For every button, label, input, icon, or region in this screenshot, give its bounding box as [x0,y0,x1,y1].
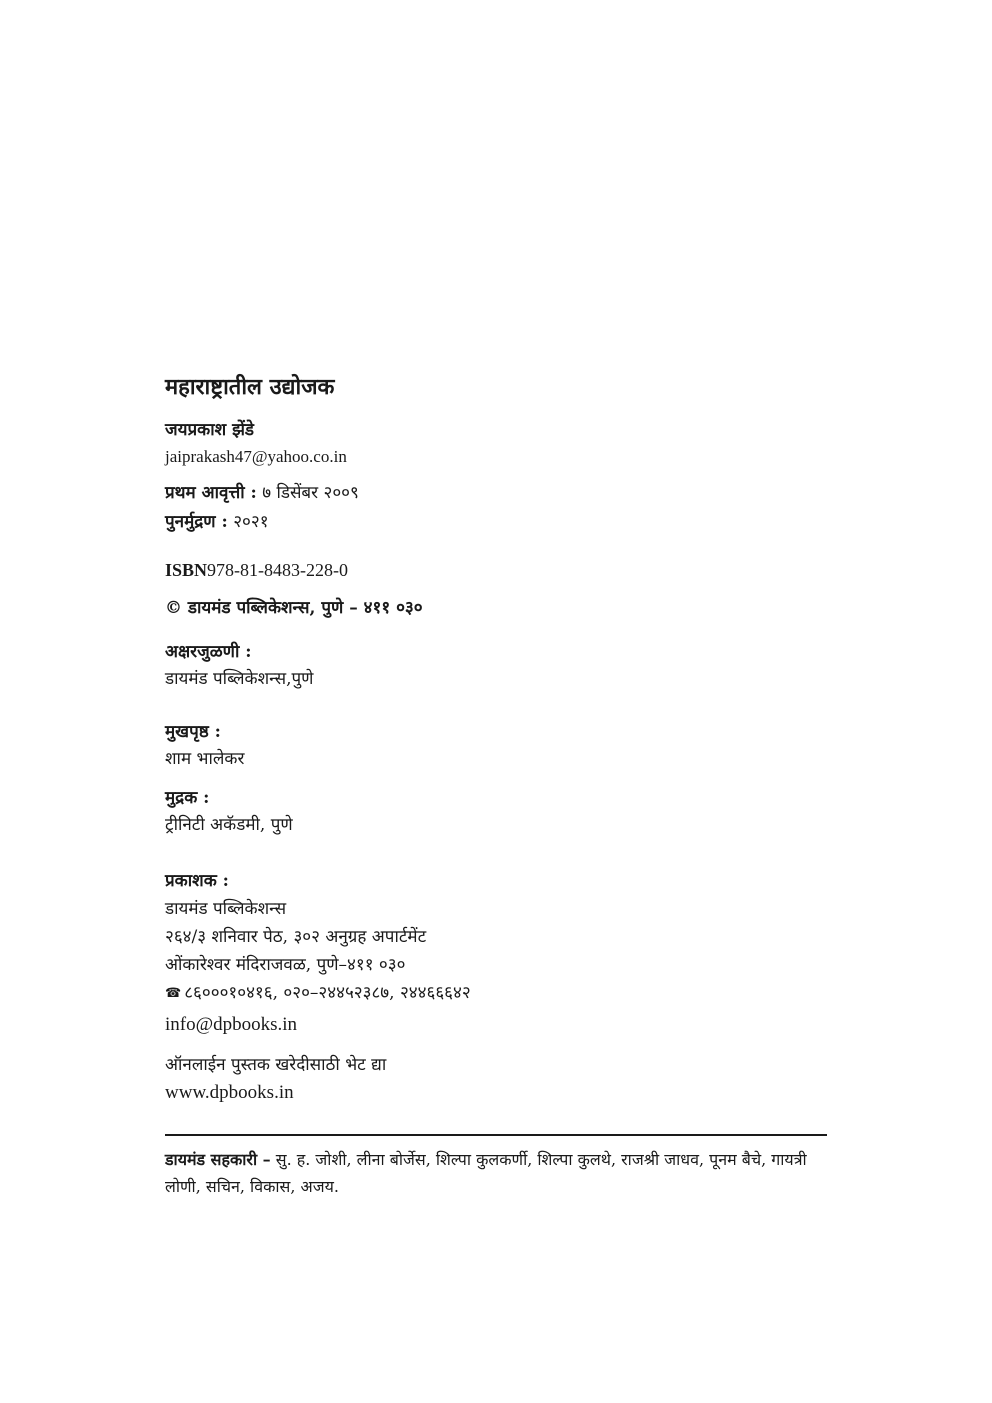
typesetting-label: अक्षरजुळणी : [165,642,252,662]
printer-value: ट्रीनिटी अकॅडमी, पुणे [165,815,293,835]
associates-names: सु. ह. जोशी, लीना बोर्जेस, शिल्पा कुलकर्णी, शिल्पा कुलथे, राजश्री जाधव, पूनम बैचे, गायत्री लोणी, सचिन, विकास, अजय. [165,1150,807,1196]
book-title: महाराष्ट्रातील उद्योजक [165,374,335,400]
publisher-phones: ८६०००१०४१६, ०२०–२४४५२३८७, २४४६६६४२ [184,983,471,1003]
reprint-value: २०२१ [233,512,269,532]
divider [165,1134,827,1136]
author-name: जयप्रकाश झेंडे [165,420,255,440]
publisher-phones-row [165,985,471,1002]
printer-label: मुद्रक : [165,788,210,808]
publisher-address-line1: २६४/३ शनिवार पेठ, ३०२ अनुग्रह अपार्टमेंट [165,927,427,947]
website-link[interactable]: www.dpbooks.in [165,1082,294,1103]
first-edition-label: प्रथम आवृत्ती : [165,483,257,503]
isbn-label: ISBN [165,560,208,580]
publisher-name: डायमंड पब्लिकेशन्स [165,899,287,919]
copyright-line: © डायमंड पब्लिकेशन्स, पुणे – ४११ ०३० [165,598,423,618]
publisher-email[interactable]: info@dpbooks.in [165,1014,298,1035]
online-purchase-text: ऑनलाईन पुस्तक खरेदीसाठी भेट द्या [165,1055,387,1075]
first-edition [165,485,359,502]
publisher-label: प्रकाशक : [165,871,229,891]
isbn [165,561,348,579]
cover-label: मुखपृष्ठ : [165,722,221,742]
first-edition-value: ७ डिसेंबर २००९ [262,483,359,503]
associates-credits [165,1146,830,1200]
associates-label: डायमंड सहकारी – [165,1150,271,1169]
reprint [165,514,269,531]
typesetting-value: डायमंड पब्लिकेशन्स,पुणे [165,669,314,689]
telephone-icon: ☎ [165,986,182,1001]
reprint-label: पुनर्मुद्रण : [165,512,228,532]
copyright-page [165,0,830,1403]
isbn-value: 978-81-8483-228-0 [207,560,349,580]
author-email: jaiprakash47@yahoo.co.in [165,447,347,466]
cover-value: शाम भालेकर [165,749,245,769]
publisher-address-line2: ओंकारेश्वर मंदिराजवळ, पुणे–४११ ०३० [165,955,406,975]
